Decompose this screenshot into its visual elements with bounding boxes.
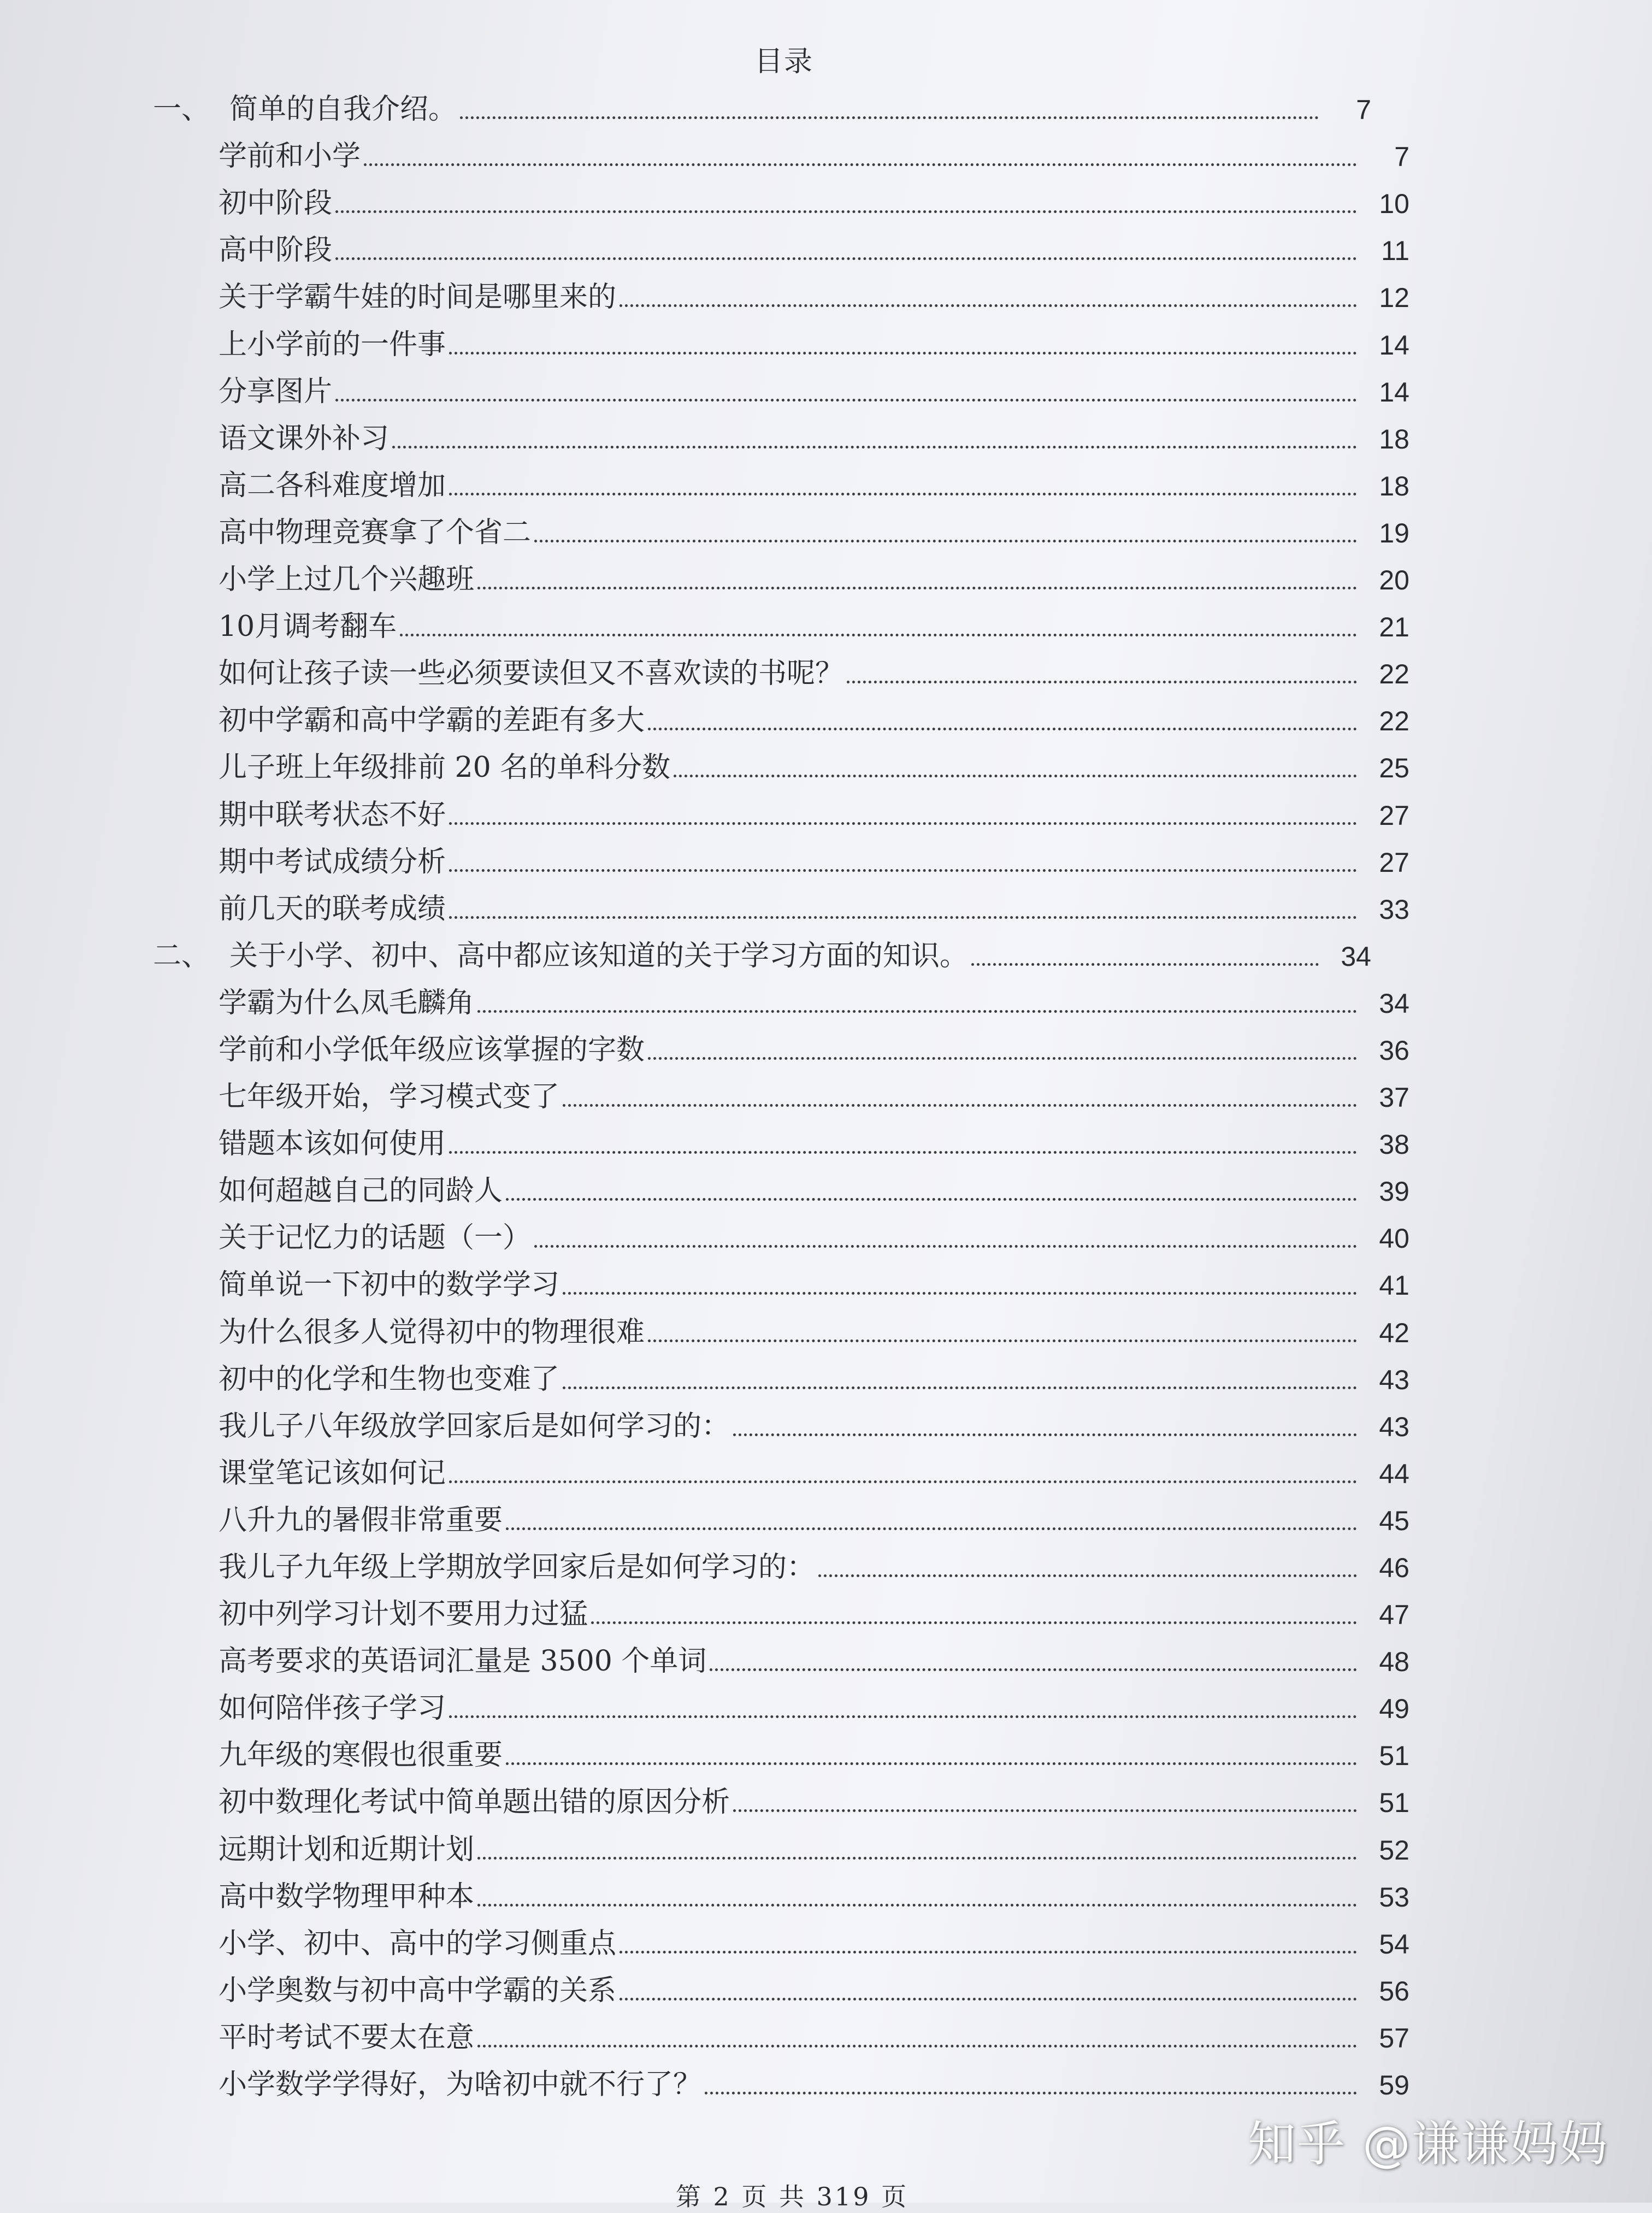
toc-page-number: 51 [1379,1787,1409,1819]
dot-leader [449,493,1357,495]
toc-entry [0,976,1652,1023]
dot-leader [506,1198,1357,1201]
toc-page-number: 36 [1379,1035,1409,1066]
dot-leader [400,634,1357,636]
toc-entry-label: 高中阶段 [219,234,333,267]
toc-entry-line [219,1175,1409,1208]
toc-page-number: 52 [1379,1834,1409,1866]
dot-leader [506,1762,1357,1765]
dot-leader [449,916,1357,919]
toc-page-number: 43 [1379,1364,1409,1395]
toc-entry-label: 初中列学习计划不要用力过猛 [219,1598,588,1631]
toc-entry-line [219,1645,1409,1678]
dot-leader [847,681,1357,683]
dot-leader [710,1668,1357,1671]
toc-entry-line [219,986,1409,1019]
toc-entry-label: 简单的自我介绍。 [229,93,457,126]
toc-entry-label: 关于学霸牛娃的时间是哪里来的 [219,281,617,314]
toc-entry-label: 学前和小学低年级应该掌握的字数 [219,1033,645,1066]
toc-entry [0,176,1652,223]
toc-entry-line [219,1786,1409,1819]
toc-entry-line [219,140,1409,173]
dot-leader [971,963,1319,966]
toc-entry [0,693,1652,740]
toc-entry-label: 关于记忆力的话题（一） [219,1221,532,1255]
toc-entry [0,411,1652,458]
dot-leader [477,1857,1357,1860]
toc-entry-line [219,1409,1409,1443]
toc-entry-line [219,706,1409,735]
toc-page-number: 34 [1341,941,1371,972]
toc-entry-label: 学霸为什么凤毛麟角 [219,986,475,1019]
section-number: 一、 [153,93,210,126]
section-number: 二、 [153,939,210,972]
toc-entry [0,1587,1652,1634]
toc-entry [0,1540,1652,1587]
toc-entry [0,1023,1652,1070]
toc-entry [0,1117,1652,1164]
dot-leader [477,1904,1357,1907]
toc-entry [0,599,1652,646]
toc-entry-line [219,234,1409,267]
toc-page-number: 14 [1379,329,1409,361]
toc-entry-line [219,328,1409,361]
toc-entry-line [219,1033,1409,1066]
toc-entry-label: 语文课外补习 [219,422,390,455]
toc-page-number: 54 [1379,1928,1409,1960]
dot-leader [534,1245,1357,1248]
toc-entry [0,1258,1652,1305]
toc-entry [0,740,1652,787]
toc-entry [0,129,1652,176]
toc-entry-label: 期中考试成绩分析 [219,845,446,878]
toc-entry-label: 高中数学物理甲种本 [219,1880,475,1913]
dot-leader [534,540,1357,542]
toc-entry-label: 如何超越自己的同龄人 [219,1175,503,1208]
dot-leader [449,869,1357,872]
dot-leader [620,304,1357,307]
toc-page-number: 11 [1381,235,1409,267]
toc-entry-label: 期中联考状态不好 [219,798,446,831]
toc-page-number: 39 [1379,1176,1409,1207]
toc-entry-line [219,1833,1409,1866]
dot-leader [477,2045,1357,2047]
toc-entry-label: 平时考试不要太在意 [219,2021,475,2054]
toc-entry-line [219,1882,1409,1911]
toc-entry [0,458,1652,505]
toc-entry-line [219,1598,1409,1631]
dot-leader [818,1574,1357,1577]
toc-entry-label: 关于小学、初中、高中都应该知道的关于学习方面的知识。 [229,939,969,972]
toc-page-number: 45 [1379,1505,1409,1536]
toc-entry-label: 简单说一下初中的数学学习 [219,1268,560,1302]
dot-leader [449,1480,1357,1483]
dot-leader [563,1386,1357,1389]
toc-entry-line [219,657,1409,691]
toc-entry [0,223,1652,270]
toc-page-number: 34 [1379,988,1409,1019]
toc-entry [0,1869,1652,1916]
toc-entry-label: 小学数学学得好，为啥初中就不行了？ [219,2068,702,2102]
toc-entry [0,1822,1652,1869]
toc-page-number: 44 [1379,1458,1409,1489]
table-of-contents [0,82,1652,2104]
dot-leader [335,210,1357,213]
toc-page-number: 51 [1379,1740,1409,1772]
toc-entry-line [219,798,1409,831]
toc-entry [0,1446,1652,1493]
toc-page-number: 19 [1379,517,1409,548]
toc-page-number: 18 [1379,423,1409,455]
dot-leader [648,728,1357,730]
toc-page-number: 43 [1379,1411,1409,1442]
toc-entry-label: 初中阶段 [219,187,333,220]
toc-entry-line [219,1128,1409,1161]
toc-entry-label: 初中的化学和生物也变难了 [219,1362,560,1396]
toc-entry [0,1493,1652,1540]
toc-entry-label: 错题本该如何使用 [219,1128,446,1161]
toc-entry-line [219,1362,1409,1396]
toc-entry-line [219,1081,1409,1114]
toc-entry [0,1728,1652,1775]
toc-page-number: 40 [1379,1223,1409,1254]
toc-entry-line [219,563,1409,597]
dot-leader [449,352,1357,355]
toc-entry-line [219,845,1409,878]
dot-leader [620,1998,1357,2000]
toc-entry-label: 远期计划和近期计划 [219,1833,475,1866]
toc-entry-line [219,892,1409,925]
toc-page-number: 49 [1379,1693,1409,1725]
page-footer: 第 2 页 共 319 页 [675,2182,909,2211]
toc-page-number: 27 [1379,847,1409,878]
toc-entry-line [219,1692,1409,1725]
toc-section [0,929,1652,976]
toc-entry [0,505,1652,552]
toc-page-number: 46 [1379,1553,1409,1583]
toc-page-number: 41 [1379,1270,1409,1301]
toc-entry-line [229,93,1371,126]
toc-page-number: 37 [1379,1082,1409,1113]
toc-page-number: 14 [1379,376,1409,408]
dot-leader [648,1057,1357,1060]
toc-entry-label: 高考要求的英语词汇量是 3500 个单词 [219,1645,707,1678]
toc-entry [0,1305,1652,1352]
toc-entry-label: 如何让孩子读一些必须要读但又不喜欢读的书呢？ [219,657,844,691]
toc-title: 目录 [754,45,813,78]
toc-entry-label: 初中数理化考试中简单题出错的原因分析 [219,1786,730,1819]
toc-entry-line [219,187,1409,220]
toc-entry-line [219,1268,1409,1302]
toc-entry [0,882,1652,929]
toc-entry-label: 为什么很多人觉得初中的物理很难 [219,1315,645,1349]
toc-entry-label: 小学上过几个兴趣班 [219,563,475,597]
toc-entry [0,1070,1652,1117]
toc-page-number: 47 [1379,1600,1409,1631]
toc-entry-line [219,753,1409,782]
toc-entry-label: 小学、初中、高中的学习侧重点 [219,1927,617,1960]
toc-page-number: 7 [1394,141,1409,173]
toc-entry-label: 课堂笔记该如何记 [219,1456,446,1490]
dot-leader [648,1339,1357,1342]
toc-entry-line [219,281,1409,314]
toc-entry-label: 八升九的暑假非常重要 [219,1503,503,1537]
toc-entry-line [219,377,1409,406]
dot-leader [364,163,1357,166]
toc-page-number: 25 [1379,753,1409,784]
toc-entry-line [219,471,1409,500]
toc-page-number: 10 [1379,188,1409,220]
toc-entry [0,1399,1652,1446]
dot-leader [449,1151,1357,1154]
dot-leader [335,399,1357,402]
dot-leader [477,587,1357,589]
toc-entry-label: 10月调考翻车 [219,610,397,644]
toc-entry-line [219,2068,1409,2102]
dot-leader [335,257,1357,260]
toc-page-number: 22 [1379,706,1409,737]
dot-leader [449,1715,1357,1718]
toc-entry [0,552,1652,599]
toc-entry-label: 前几天的联考成绩 [219,892,446,925]
toc-entry-label: 高中物理竞赛拿了个省二 [219,516,532,549]
toc-page-number: 59 [1379,2070,1409,2101]
toc-entry-line [229,939,1371,972]
toc-entry [0,2057,1652,2104]
toc-entry [0,1963,1652,2010]
toc-entry-label: 学前和小学 [219,140,361,173]
dot-leader [477,1010,1357,1013]
toc-entry-label: 上小学前的一件事 [219,328,446,361]
toc-entry-label: 初中学霸和高中学霸的差距有多大 [219,704,645,737]
toc-page-number: 56 [1379,1975,1409,2007]
toc-page-number: 12 [1379,282,1409,314]
toc-entry [0,1634,1652,1681]
toc-section [0,82,1652,129]
toc-page-number: 18 [1379,470,1409,501]
toc-entry [0,2010,1652,2057]
dot-leader [563,1292,1357,1295]
toc-entry-label: 我儿子九年级上学期放学回家后是如何学习的： [219,1551,816,1584]
toc-entry-line [219,1976,1409,2005]
toc-entry-line [219,518,1409,547]
toc-entry-label: 我儿子八年级放学回家后是如何学习的： [219,1409,730,1443]
dot-leader [392,446,1357,448]
dot-leader [449,822,1357,825]
dot-leader [733,1809,1357,1812]
toc-entry-line [219,1551,1409,1584]
toc-entry-label: 九年级的寒假也很重要 [219,1739,503,1772]
toc-entry-line [219,610,1409,644]
toc-page-number: 57 [1379,2022,1409,2053]
toc-entry [0,1211,1652,1258]
toc-page-number: 27 [1379,800,1409,831]
toc-entry [0,317,1652,364]
toc-entry [0,1775,1652,1822]
toc-page-number: 33 [1379,894,1409,925]
toc-entry-label: 小学奥数与初中高中学霸的关系 [219,1974,617,2007]
toc-entry [0,1352,1652,1399]
toc-entry [0,364,1652,411]
toc-page-number: 38 [1379,1129,1409,1160]
toc-entry-label: 如何陪伴孩子学习 [219,1692,446,1725]
toc-entry-line [219,1221,1409,1255]
dot-leader [620,1951,1357,1954]
dot-leader [674,775,1357,777]
toc-page-number: 20 [1379,565,1409,596]
toc-entry-line [219,1315,1409,1349]
watermark: 知乎 @谦谦妈妈 [1248,2116,1608,2172]
toc-entry [0,1681,1652,1728]
toc-page-number: 7 [1356,95,1371,126]
toc-entry-label: 分享图片 [219,375,333,408]
toc-entry-line [219,2023,1409,2052]
toc-page-number: 22 [1379,659,1409,690]
toc-entry [0,270,1652,317]
toc-entry [0,1916,1652,1963]
toc-entry-line [219,1503,1409,1537]
toc-entry [0,646,1652,693]
toc-page-number: 42 [1379,1317,1409,1348]
toc-entry-line [219,424,1409,453]
toc-page-number: 21 [1379,612,1409,643]
dot-leader [563,1104,1357,1107]
toc-entry-label: 儿子班上年级排前 20 名的单科分数 [219,751,671,784]
toc-entry-line [219,1456,1409,1490]
toc-entry [0,787,1652,834]
dot-leader [506,1527,1357,1530]
toc-page-number: 53 [1379,1881,1409,1913]
toc-entry [0,1164,1652,1211]
dot-leader [733,1433,1357,1436]
toc-page-number: 48 [1379,1647,1409,1678]
toc-entry-line [219,1739,1409,1772]
toc-entry-label: 七年级开始，学习模式变了 [219,1081,560,1114]
toc-entry-label: 高二各科难度增加 [219,469,446,502]
dot-leader [591,1621,1357,1624]
toc-entry [0,835,1652,882]
dot-leader [705,2092,1357,2094]
dot-leader [460,116,1319,119]
toc-entry-line [219,1929,1409,1958]
